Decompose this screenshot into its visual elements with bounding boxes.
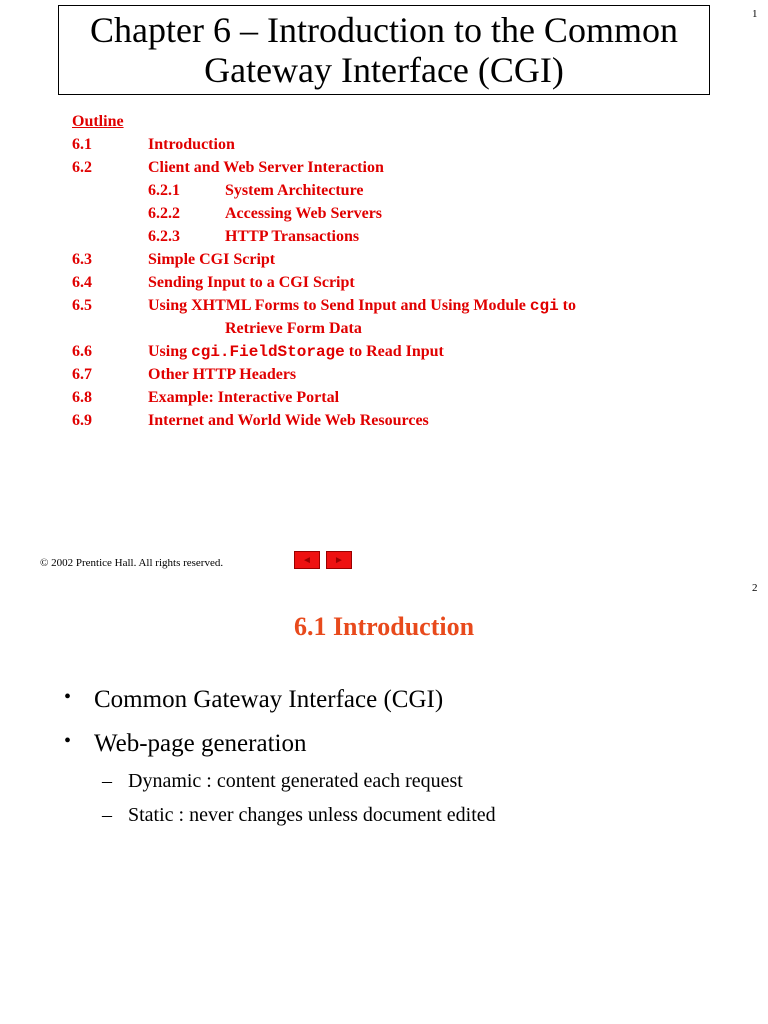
copyright-text: 2002 Prentice Hall. All rights reserved.	[51, 557, 224, 569]
outline-subitem	[72, 202, 732, 225]
outline-item-number: 6.2.2	[148, 205, 180, 222]
slide-title: 6.1 Introduction	[293, 612, 475, 641]
bullet-dot-icon: •	[64, 730, 72, 752]
outline-item-text: Introduction	[148, 136, 235, 153]
outline-list	[72, 110, 732, 432]
page-number-2: 2	[752, 582, 758, 594]
outline-text-part: to Read Input	[344, 343, 444, 360]
outline-subitem	[72, 225, 732, 248]
bullet-text: Web-page generation	[94, 730, 307, 757]
outline-item-number: 6.5	[72, 297, 92, 314]
outline-item	[72, 363, 732, 386]
right-arrow-icon: ►	[334, 554, 344, 566]
copyright-notice	[40, 557, 223, 569]
outline-item-text: Simple CGI Script	[148, 251, 276, 268]
outline-item-number: 6.2.1	[148, 182, 180, 199]
outline-item	[72, 248, 732, 271]
next-slide-button[interactable]	[326, 551, 352, 569]
outline-text-part: Using XHTML Forms to Send Input and Using Module	[148, 297, 530, 314]
outline-item-text: Example: Interactive Portal	[148, 389, 340, 406]
page-number-1: 1	[752, 8, 758, 20]
sub-bullet-text: Dynamic : content generated each request	[128, 770, 463, 792]
previous-slide-button[interactable]	[294, 551, 320, 569]
outline-subitem	[72, 179, 732, 202]
outline-item	[72, 294, 732, 317]
chapter-title-line-2: Gateway Interface (CGI)	[204, 50, 564, 90]
outline-item-text: Other HTTP Headers	[148, 366, 297, 383]
outline-item-text	[148, 294, 576, 318]
outline-item-text: Internet and World Wide Web Resources	[148, 412, 429, 429]
outline-item-number: 6.1	[72, 136, 92, 153]
outline-item-text: Sending Input to a CGI Script	[148, 274, 355, 291]
outline-item-text: HTTP Transactions	[225, 228, 360, 245]
outline-item-continuation	[72, 317, 732, 340]
outline-item-number: 6.8	[72, 389, 92, 406]
dash-icon: –	[102, 770, 112, 792]
outline-item-number: 6.6	[72, 343, 92, 360]
copyright-symbol: ©	[40, 557, 49, 569]
dash-icon: –	[102, 804, 112, 826]
bullet-text: Common Gateway Interface (CGI)	[94, 686, 444, 713]
outline-heading: Outline	[72, 113, 124, 130]
outline-item	[72, 409, 732, 432]
outline-item-number: 6.7	[72, 366, 92, 383]
sub-bullet-text: Static : never changes unless document edited	[128, 804, 496, 826]
outline-text-part: to	[558, 297, 576, 314]
bullet-dot-icon: •	[64, 686, 72, 708]
outline-item-number: 6.4	[72, 274, 92, 291]
outline-item	[72, 133, 732, 156]
outline-item-number: 6.2	[72, 159, 92, 176]
chapter-title-line-1: Chapter 6 – Introduction to the Common	[90, 10, 678, 50]
outline-item-text: Accessing Web Servers	[225, 205, 383, 222]
code-cgi-fieldstorage: cgi.FieldStorage	[191, 343, 345, 361]
chapter-title-box	[58, 5, 710, 95]
outline-item-number: 6.9	[72, 412, 92, 429]
outline-item	[72, 156, 732, 179]
outline-item	[72, 340, 732, 363]
left-arrow-icon: ◄	[302, 554, 312, 566]
outline-item-text: Retrieve Form Data	[225, 320, 362, 337]
outline-item-text: Client and Web Server Interaction	[148, 159, 384, 176]
outline-item-text: System Architecture	[225, 182, 364, 199]
outline-item	[72, 271, 732, 294]
outline-item-number: 6.3	[72, 251, 92, 268]
outline-item	[72, 386, 732, 409]
outline-item-number: 6.2.3	[148, 228, 180, 245]
outline-item-text	[148, 340, 444, 364]
outline-text-part: Using	[148, 343, 192, 360]
code-cgi: cgi	[529, 297, 559, 315]
